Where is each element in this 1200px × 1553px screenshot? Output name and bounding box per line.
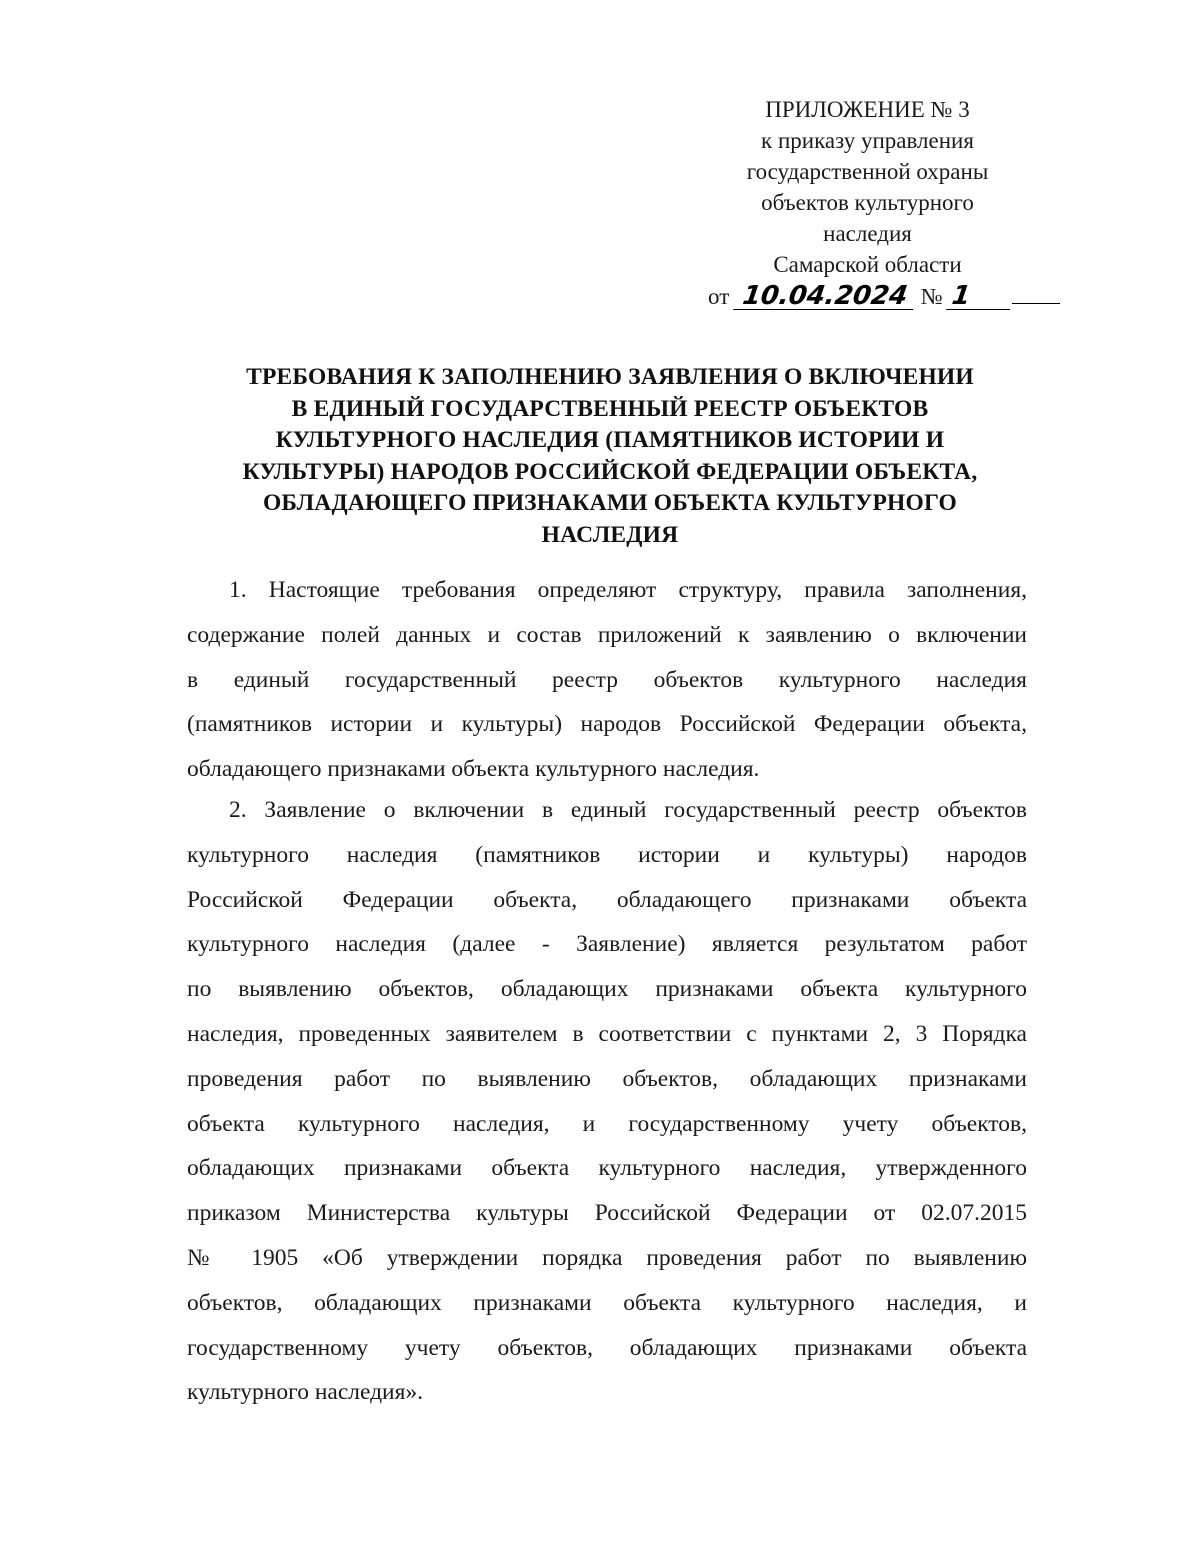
title-line: ОБЛАДАЮЩЕГО ПРИЗНАКАМИ ОБЪЕКТА КУЛЬТУРНОГО — [262, 490, 958, 516]
appendix-line: наследия — [823, 221, 912, 246]
paragraph-line: в единый государственный реестр объектов культурного наследия — [187, 666, 1027, 693]
paragraph-2 — [187, 788, 1027, 1415]
order-date-line — [700, 281, 1035, 312]
paragraph-line: объектов, обладающих признаками объекта культурного наследия, и — [187, 1289, 1027, 1316]
paragraph-line: 1. Настоящие требования определяют структуру, правила заполнения, — [229, 577, 1027, 603]
number-underline — [1012, 283, 1060, 304]
paragraph-line: 2. Заявление о включении в единый государственный реестр объектов — [229, 797, 1027, 823]
paragraph-line: обладающего признаками объекта культурного наследия. — [187, 756, 760, 783]
appendix-line: ПРИЛОЖЕНИЕ № 3 — [765, 97, 970, 122]
paragraph-line: объекта культурного наследия, и государственному учету объектов, — [187, 1110, 1027, 1137]
title-line: КУЛЬТУРНОГО НАСЛЕДИЯ (ПАМЯТНИКОВ ИСТОРИИ И — [275, 427, 945, 453]
appendix-header — [700, 94, 1035, 312]
document-title — [190, 362, 1030, 551]
paragraph-line: культурного наследия (памятников истории и культуры) народов — [187, 841, 1027, 868]
paragraph-line: по выявлению объектов, обладающих признаками объекта культурного — [187, 976, 1027, 1003]
handwritten-date: 10.04.2024 — [733, 283, 917, 310]
title-line: НАСЛЕДИЯ — [541, 521, 679, 548]
paragraph-line: обладающих признаками объекта культурного наследия, утвержденного — [187, 1155, 1027, 1182]
appendix-line: государственной охраны — [746, 159, 989, 184]
handwritten-number: 1 — [947, 283, 1015, 310]
paragraph-line: культурного наследия». — [187, 1379, 424, 1406]
paragraph-line: приказом Министерства культуры Российской Федерации от 02.07.2015 — [187, 1200, 1027, 1227]
appendix-line: Самарской области — [773, 252, 962, 277]
paragraph-line: содержание полей данных и состав приложений к заявлению о включении — [187, 621, 1027, 648]
paragraph-line: культурного наследия (далее - Заявление) является результатом работ — [187, 931, 1027, 958]
paragraph-line: наследия, проведенных заявителем в соответствии с пунктами 2, 3 Порядка — [187, 1020, 1027, 1047]
paragraph-1 — [187, 568, 1027, 792]
paragraph-line: (памятников истории и культуры) народов Российской Федерации объекта, — [187, 711, 1027, 738]
title-line: КУЛЬТУРЫ) НАРОДОВ РОССИЙСКОЙ ФЕДЕРАЦИИ ОБЪЕКТА, — [242, 458, 978, 485]
date-prefix: от — [708, 284, 730, 309]
paragraph-line: проведения работ по выявлению объектов, обладающих признаками — [187, 1065, 1027, 1092]
paragraph-line: Российской Федерации объекта, обладающего признаками объекта — [187, 886, 1027, 913]
number-prefix: № — [920, 284, 943, 309]
appendix-line: к приказу управления — [761, 128, 974, 153]
appendix-line: объектов культурного — [761, 190, 974, 215]
title-line: ТРЕБОВАНИЯ К ЗАПОЛНЕНИЮ ЗАЯВЛЕНИЯ О ВКЛЮЧЕНИИ — [246, 364, 974, 390]
paragraph-line: государственному учету объектов, обладающих признаками объекта — [187, 1334, 1027, 1361]
title-line: В ЕДИНЫЙ ГОСУДАРСТВЕННЫЙ РЕЕСТР ОБЪЕКТОВ — [291, 395, 929, 422]
paragraph-line: № 1905 «Об утверждении порядка проведения работ по выявлению — [187, 1244, 1027, 1271]
